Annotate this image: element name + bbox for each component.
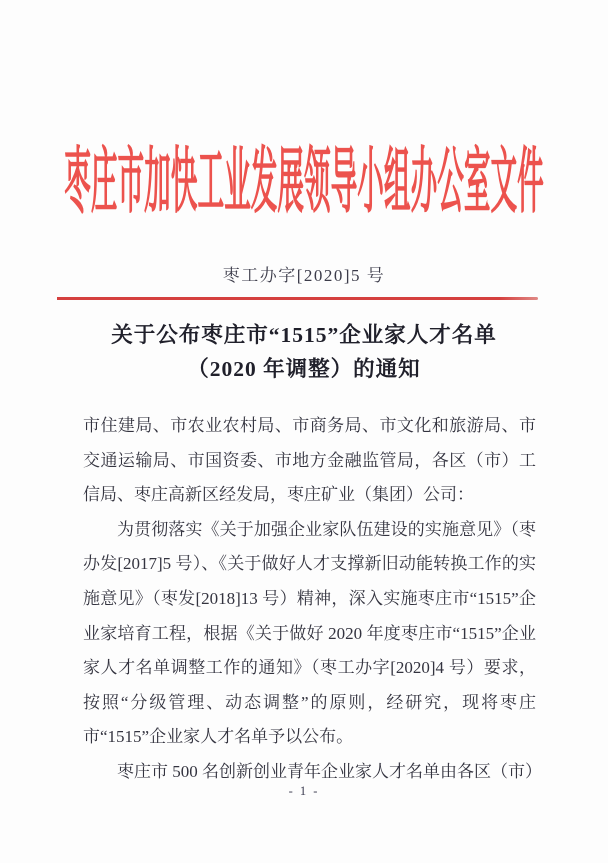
- document-title-line-1: 关于公布枣庄市“1515”企业家人才名单: [111, 323, 497, 347]
- document-title-line-2: （2020 年调整）的通知: [187, 357, 421, 381]
- paragraph-continuation: 枣庄市 500 名创新创业青年企业家人才名单由各区（市）: [117, 761, 542, 781]
- red-divider-line: [57, 297, 538, 300]
- paragraph-main-body: 为贯彻落实《关于加强企业家队伍建设的实施意见》（枣办发[2017]5 号）、《关于做好人才支撑新旧动能转换工作的实施意见》（枣发[2018]13 号）精神，深入实施枣庄市“1515”企业家培育工程，根据《关于做好 2020 年度枣庄市“1515”企业家人才名单调整工作的通知》（枣工办字[2020]4 号）要求，按照“分级管理、动态调整”的原则，经研究，现将枣庄市“1515”企业家人才名单予以公布。: [83, 519, 536, 747]
- page-number: - 1 -: [288, 784, 320, 798]
- paragraph-recipients: 市住建局、市农业农村局、市商务局、市文化和旅游局、市交通运输局、市国资委、市地方金融监管局，各区（市）工信局、枣庄高新区经发局，枣庄矿业（集团）公司：: [83, 416, 536, 505]
- document-number: 枣工办字[2020]5 号: [222, 266, 386, 285]
- letterhead-title: 枣庄市加快工业发展领导小组办公室文件: [64, 142, 544, 222]
- document-body: [83, 409, 542, 790]
- document-letterhead: [0, 144, 608, 220]
- document-title: [0, 318, 608, 386]
